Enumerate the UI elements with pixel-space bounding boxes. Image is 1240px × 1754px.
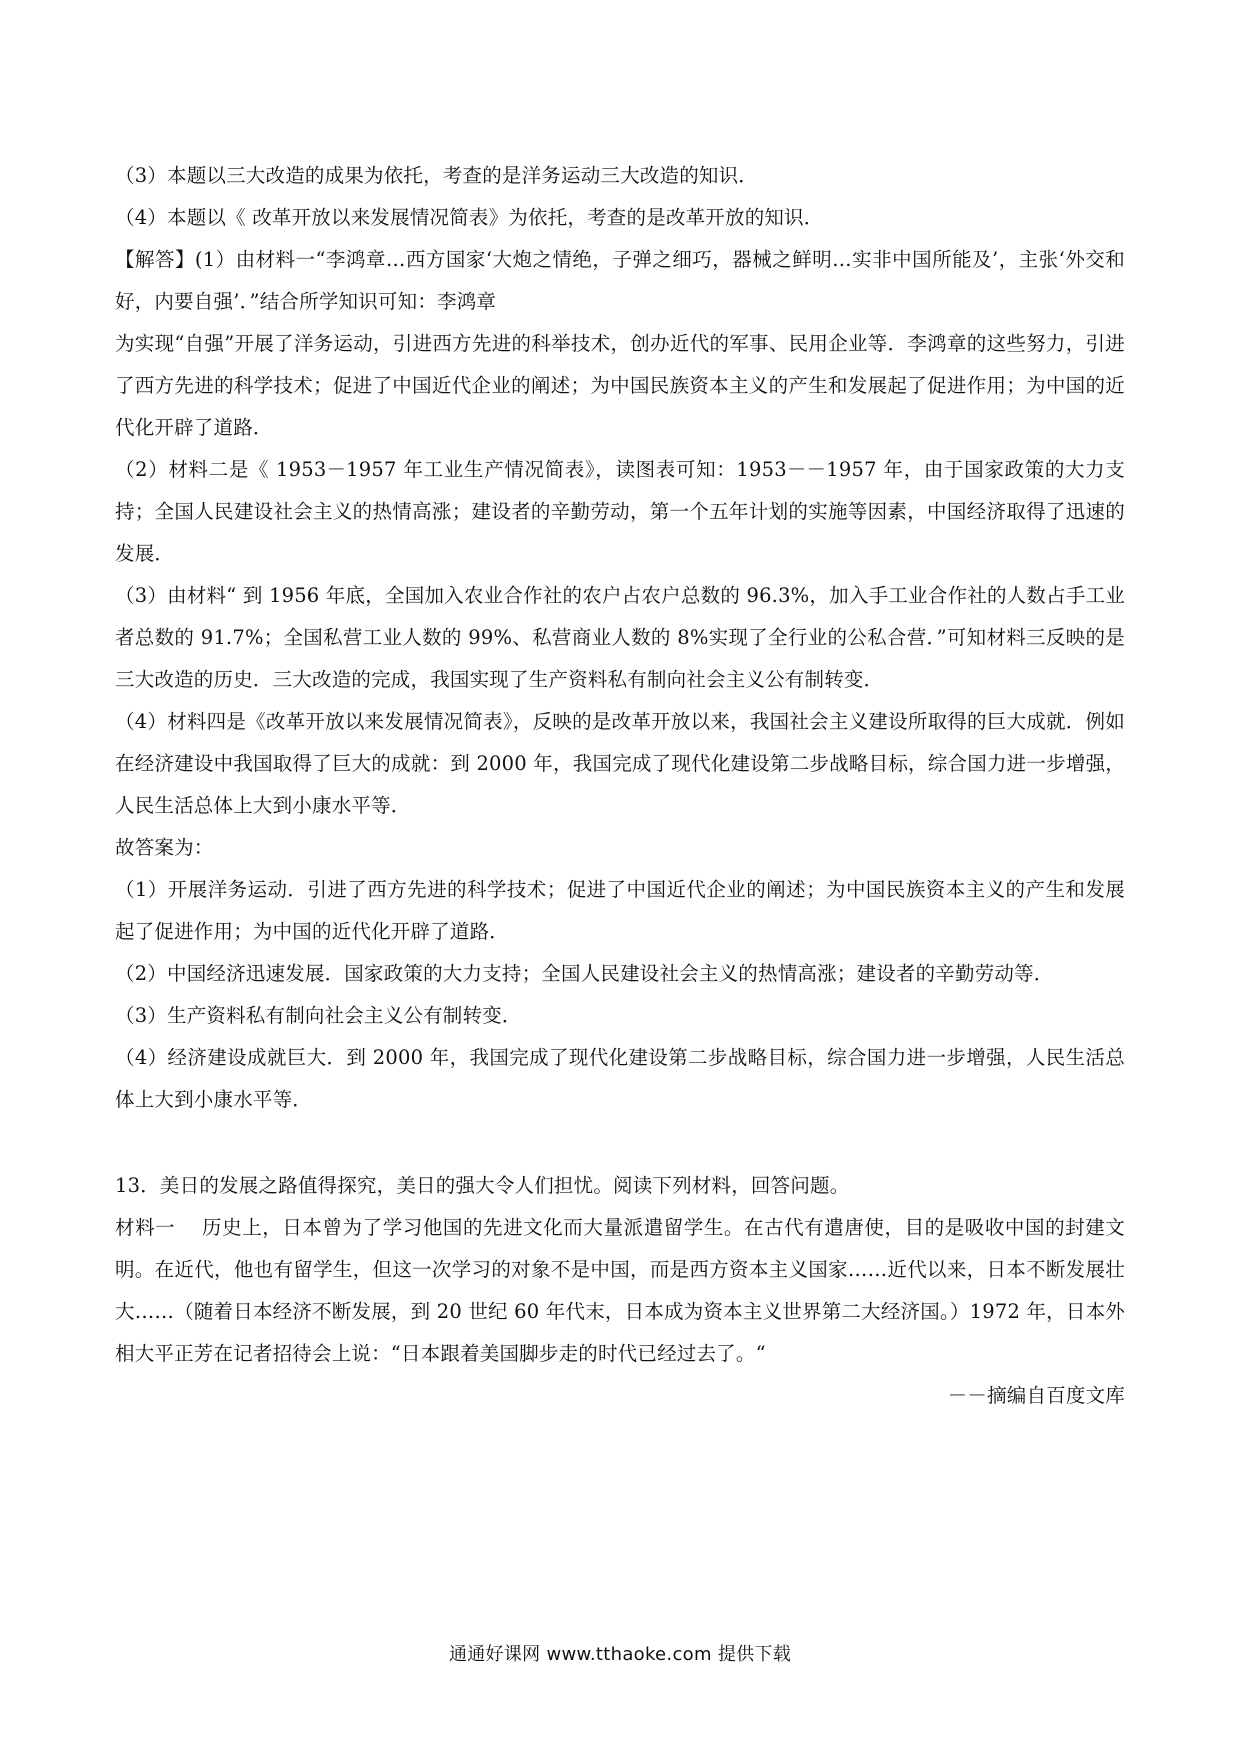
question-13: 13．美日的发展之路值得探究，美日的强大令人们担忧。阅读下列材料，回答问题。 — [115, 1174, 850, 1197]
answer-3: （3）生产资料私有制向社会主义公有制转变． — [115, 1004, 522, 1027]
answer-2: （2）中国经济迅速发展．国家政策的大力支持；全国人民建设社会主义的热情高涨；建设者的辛勤劳动等． — [115, 962, 1054, 985]
solution-part-4: （4）材料四是《改革开放以来发展情况简表》，反映的是改革开放以来，我国社会主义建设所取得的巨大成就．例如在经济建设中我国取得了巨大的成就：到 2000 年，我国完成了现代化建设第二步战略目标，综合国力进一步增强，人民生活总体上大到小康水平等． — [115, 710, 1125, 817]
download-footer: 通通好课网 www.tthaoke.com 提供下载 — [448, 1644, 792, 1665]
answer-analysis-line-3: （3）本题以三大改造的成果为依托，考查的是洋务运动三大改造的知识． — [115, 164, 759, 187]
solution-part-1-intro: 【解答】(1）由材料一“李鸿章…西方国家‘大炮之情绝，子弹之细巧，器械之鲜明…实非中国所能及’，主张‘外交和好，内要自强’．”结合所学知识可知：李鸿章 — [115, 248, 1125, 313]
answer-1: （1）开展洋务运动．引进了西方先进的科学技术；促进了中国近代企业的阐述；为中国民族资本主义的产生和发展起了促进作用；为中国的近代化开辟了道路． — [115, 878, 1125, 943]
answer-analysis-line-4: （4）本题以《 改革开放以来发展情况简表》为依托，考查的是改革开放的知识． — [115, 206, 824, 229]
answer-4: （4）经济建设成就巨大．到 2000 年，我国完成了现代化建设第二步战略目标，综合国力进一步增强，人民生活总体上大到小康水平等． — [115, 1046, 1125, 1111]
solution-part-3: （3）由材料“ 到 1956 年底，全国加入农业合作社的农户占农户总数的 96.3%，加入手工业合作社的人数占手工业者总数的 91.7%；全国私营工业人数的 99%、私营商业人数的 8%实现了全行业的公私合营．”可知材料三反映的是三大改造的历史．三大改造的完成，我国实现了生产资料私有制向社会主义公有制转变． — [115, 584, 1125, 691]
material-one: 材料一 历史上，日本曾为了学习他国的先进文化而大量派遣留学生。在古代有遣唐使，目的是吸收中国的封建文明。在近代，他也有留学生，但这一次学习的对象不是中国，而是西方资本主义国家……近代以来，日本不断发展壮大……（随着日本经济不断发展，到 20 世纪 60 年代末，日本成为资本主义世界第二大经济国。）1972 年，日本外相大平正芳在记者招待会上说：“日本跟着美国脚步走的时代已经过去了。“ — [115, 1216, 1125, 1365]
solution-part-1-body: 为实现“自强”开展了洋务运动，引进西方先进的科举技术，创办近代的军事、民用企业等．李鸿章的这些努力，引进了西方先进的科学技术；促进了中国近代企业的阐述；为中国民族资本主义的产生和发展起了促进作用；为中国的近代化开辟了道路． — [115, 332, 1125, 439]
solution-part-2: （2）材料二是《 1953－1957 年工业生产情况简表》，读图表可知：1953－－1957 年，由于国家政策的大力支持；全国人民建设社会主义的热情高涨；建设者的辛勤劳动，第一个五年计划的实施等因素，中国经济取得了迅速的发展． — [115, 458, 1125, 565]
document-body — [115, 155, 1125, 1417]
answer-heading: 故答案为： — [115, 836, 214, 859]
material-source: －－摘编自百度文库 — [947, 1384, 1125, 1407]
